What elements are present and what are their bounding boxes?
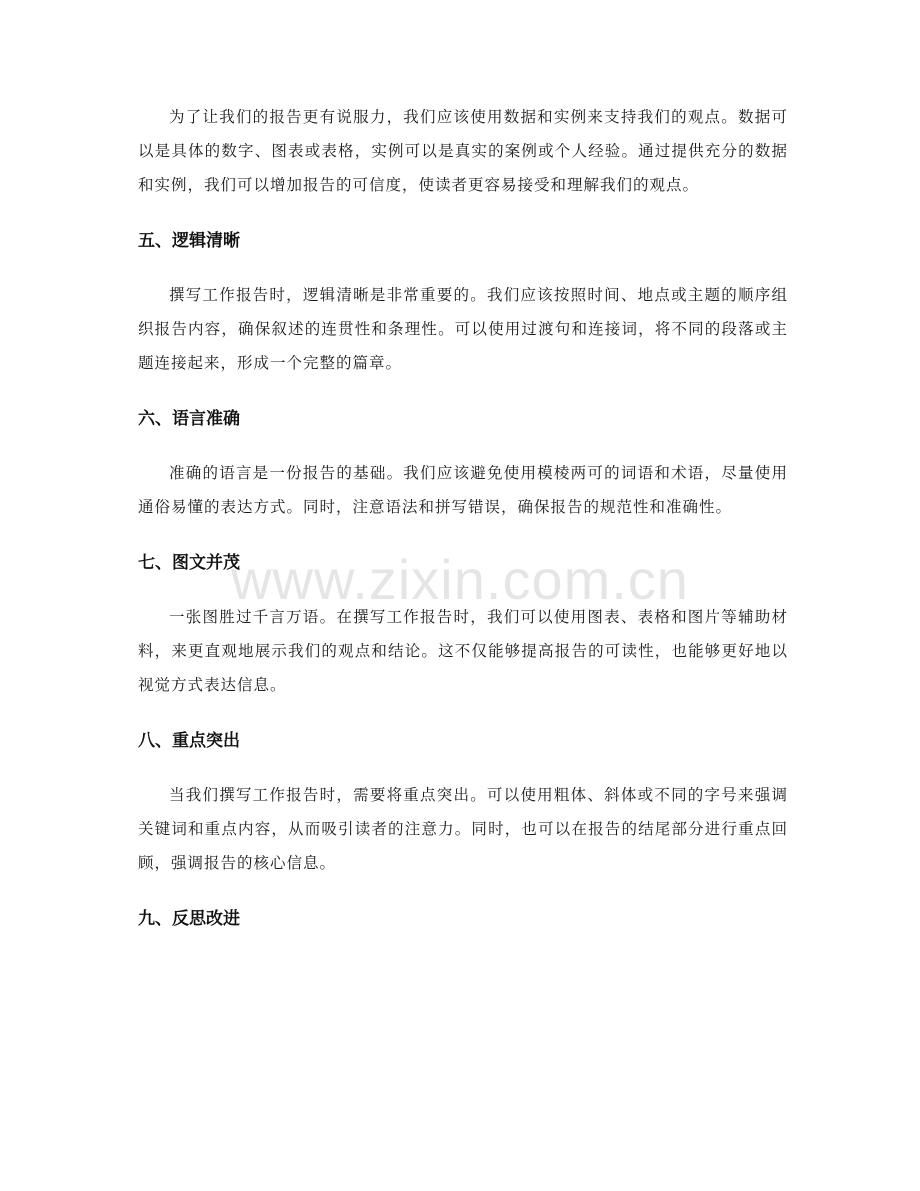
section-body-logic: 撰写工作报告时，逻辑清晰是非常重要的。我们应该按照时间、地点或主题的顺序组织报告内容，确保叙述的连贯性和条理性。可以使用过渡句和连接词，将不同的段落或主题连接起来，形成一个完整的篇章。 [138, 286, 788, 372]
section-heading-reflection: 九、反思改进 [138, 909, 240, 929]
section-heading-visuals: 七、图文并茂 [138, 553, 240, 573]
watermark-text: www.zixin.com.cn [231, 548, 689, 611]
intro-paragraph: 为了让我们的报告更有说服力，我们应该使用数据和实例来支持我们的观点。数据可以是具体的数字、图表或表格，实例可以是真实的案例或个人经验。通过提供充分的数据和实例，我们可以增加报告的可信度，使读者更容易接受和理解我们的观点。 [138, 108, 788, 194]
section-heading-logic: 五、逻辑清晰 [138, 231, 240, 251]
section-body-visuals: 一张图胜过千言万语。在撰写工作报告时，我们可以使用图表、表格和图片等辅助材料，来更直观地展示我们的观点和结论。这不仅能够提高报告的可读性，也能够更好地以视觉方式表达信息。 [138, 608, 788, 694]
section-heading-language: 六、语言准确 [138, 409, 240, 429]
section-body-emphasis: 当我们撰写工作报告时，需要将重点突出。可以使用粗体、斜体或不同的字号来强调关键词和重点内容，从而吸引读者的注意力。同时，也可以在报告的结尾部分进行重点回顾，强调报告的核心信息。 [138, 786, 788, 872]
document-body [138, 100, 788, 956]
section-heading-emphasis: 八、重点突出 [138, 731, 240, 751]
section-body-language: 准确的语言是一份报告的基础。我们应该避免使用模棱两可的词语和术语，尽量使用通俗易懂的表达方式。同时，注意语法和拼写错误，确保报告的规范性和准确性。 [138, 464, 788, 516]
